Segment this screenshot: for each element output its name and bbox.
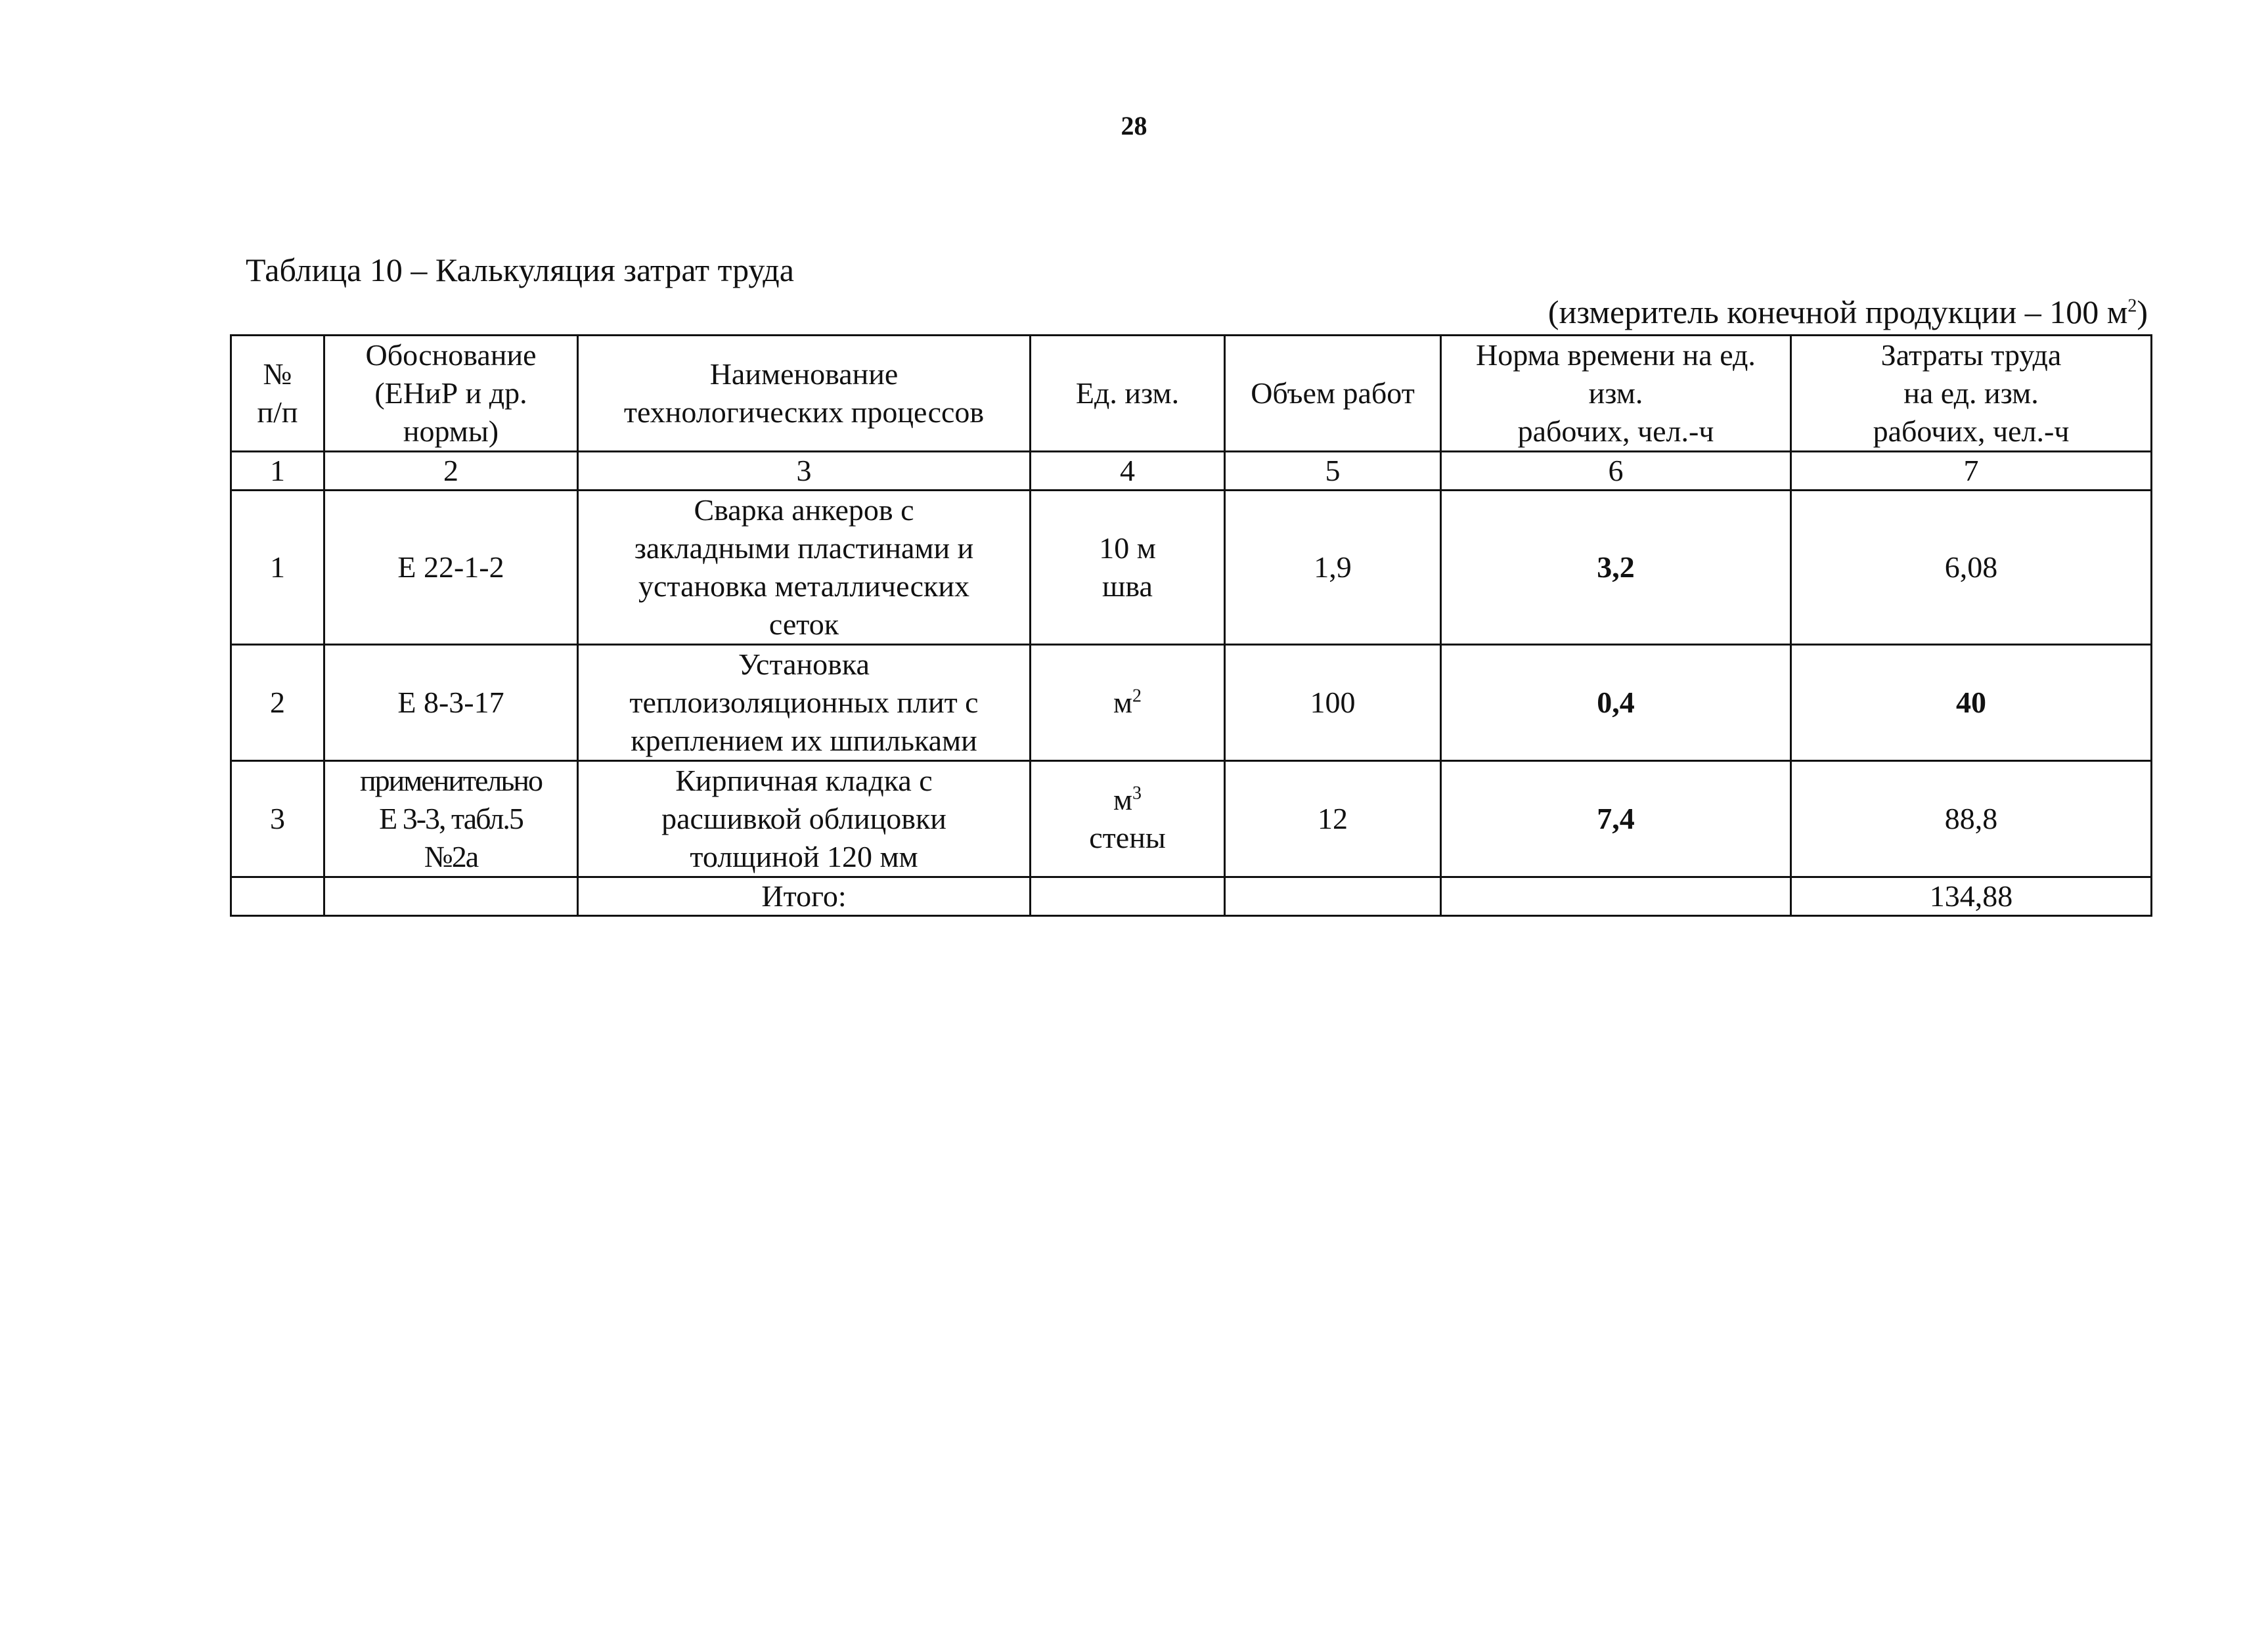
row-unit-line-wrap bbox=[1036, 781, 1218, 819]
row-basis bbox=[324, 761, 578, 877]
total-empty-cell bbox=[324, 877, 578, 916]
row-norm: 7,4 bbox=[1441, 761, 1791, 877]
row-process-name-line: Кирпичная кладка с bbox=[675, 764, 933, 797]
table-row bbox=[231, 491, 2152, 645]
column-number-row bbox=[231, 452, 2152, 491]
total-empty-cell bbox=[231, 877, 324, 916]
table-row bbox=[231, 761, 2152, 877]
labor-cost-table bbox=[230, 334, 2152, 917]
row-basis-line: Е 8-3-17 bbox=[397, 686, 504, 719]
header-basis-line: нормы) bbox=[403, 414, 499, 448]
unit-note-text: (измеритель конечной продукции – 100 м bbox=[1547, 294, 2128, 330]
column-number: 6 bbox=[1441, 452, 1791, 491]
row-process-name-line: закладными пластинами и bbox=[634, 531, 974, 565]
table-title: Таблица 10 – Калькуляция затрат труда bbox=[246, 252, 794, 288]
total-empty-cell bbox=[1225, 877, 1441, 916]
row-process-name-line: расшивкой облицовки bbox=[661, 802, 946, 835]
unit-note-exponent: 2 bbox=[2127, 296, 2137, 317]
page-number: 28 bbox=[1121, 111, 1147, 141]
row-unit-exponent: 2 bbox=[1132, 686, 1142, 707]
row-unit-line: м bbox=[1113, 783, 1133, 816]
row-num: 2 bbox=[231, 645, 324, 761]
unit-note bbox=[1548, 293, 2148, 331]
row-process-name-line: Установка bbox=[738, 647, 870, 681]
row-process-name-line: Сварка анкеров с bbox=[694, 493, 914, 527]
header-num bbox=[231, 336, 324, 452]
header-labor-line: на ед. изм. bbox=[1903, 376, 2039, 410]
total-empty-cell bbox=[1031, 877, 1225, 916]
row-process-name-line: установка металлических bbox=[638, 569, 970, 603]
header-norm-line: рабочих, чел.-ч bbox=[1517, 414, 1714, 448]
total-value: 134,88 bbox=[1791, 877, 2152, 916]
row-unit bbox=[1031, 761, 1225, 877]
table-row bbox=[231, 645, 2152, 761]
row-labor: 40 bbox=[1791, 645, 2152, 761]
row-labor: 88,8 bbox=[1791, 761, 2152, 877]
row-unit-line: шва bbox=[1102, 569, 1153, 603]
row-volume: 1,9 bbox=[1225, 491, 1441, 645]
row-volume: 100 bbox=[1225, 645, 1441, 761]
row-process-name-line: теплоизоляционных плит с bbox=[629, 686, 979, 719]
row-unit bbox=[1031, 491, 1225, 645]
column-number: 2 bbox=[324, 452, 578, 491]
row-unit-line: м bbox=[1113, 686, 1133, 719]
header-basis bbox=[324, 336, 578, 452]
row-process-name bbox=[578, 491, 1031, 645]
row-process-name-line: сеток bbox=[768, 607, 839, 641]
row-process-name-line: креплением их шпильками bbox=[631, 724, 977, 757]
header-row bbox=[231, 336, 2152, 452]
header-labor bbox=[1791, 336, 2152, 452]
row-process-name-line: толщиной 120 мм bbox=[690, 840, 918, 873]
header-name bbox=[578, 336, 1031, 452]
row-basis bbox=[324, 491, 578, 645]
row-process-name bbox=[578, 761, 1031, 877]
unit-note-close: ) bbox=[2137, 294, 2148, 330]
row-unit-line: стены bbox=[1089, 821, 1166, 854]
header-norm-line: Норма времени на ед. bbox=[1476, 338, 1756, 372]
column-number: 1 bbox=[231, 452, 324, 491]
header-name-line: Наименование bbox=[709, 357, 899, 391]
row-num: 3 bbox=[231, 761, 324, 877]
row-norm: 0,4 bbox=[1441, 645, 1791, 761]
header-volume: Объем работ bbox=[1225, 336, 1441, 452]
header-unit: Ед. изм. bbox=[1031, 336, 1225, 452]
row-num: 1 bbox=[231, 491, 324, 645]
header-labor-line: Затраты труда bbox=[1880, 338, 2062, 372]
column-number: 4 bbox=[1031, 452, 1225, 491]
header-num-line: № bbox=[263, 357, 292, 391]
row-basis bbox=[324, 645, 578, 761]
header-norm bbox=[1441, 336, 1791, 452]
row-basis-line: Е 3-3, табл.5 bbox=[379, 802, 523, 835]
row-basis-line: Е 22-1-2 bbox=[397, 550, 504, 584]
row-labor: 6,08 bbox=[1791, 491, 2152, 645]
total-label: Итого: bbox=[578, 877, 1031, 916]
column-number: 7 bbox=[1791, 452, 2152, 491]
row-volume: 12 bbox=[1225, 761, 1441, 877]
row-basis-line: применительно bbox=[359, 764, 543, 797]
header-basis-line: (ЕНиР и др. bbox=[374, 376, 527, 410]
header-num-line: п/п bbox=[257, 395, 298, 429]
column-number: 5 bbox=[1225, 452, 1441, 491]
header-basis-line: Обоснование bbox=[365, 338, 537, 372]
row-process-name bbox=[578, 645, 1031, 761]
header-labor-line: рабочих, чел.-ч bbox=[1873, 414, 2070, 448]
total-empty-cell bbox=[1441, 877, 1791, 916]
row-unit-line: 10 м bbox=[1099, 531, 1156, 565]
column-number: 3 bbox=[578, 452, 1031, 491]
row-unit-exponent: 3 bbox=[1132, 783, 1142, 804]
row-unit bbox=[1031, 645, 1225, 761]
header-norm-line: изм. bbox=[1588, 376, 1643, 410]
row-norm: 3,2 bbox=[1441, 491, 1791, 645]
total-row bbox=[231, 877, 2152, 916]
header-name-line: технологических процессов bbox=[623, 395, 985, 429]
row-basis-line: №2а bbox=[424, 840, 478, 873]
